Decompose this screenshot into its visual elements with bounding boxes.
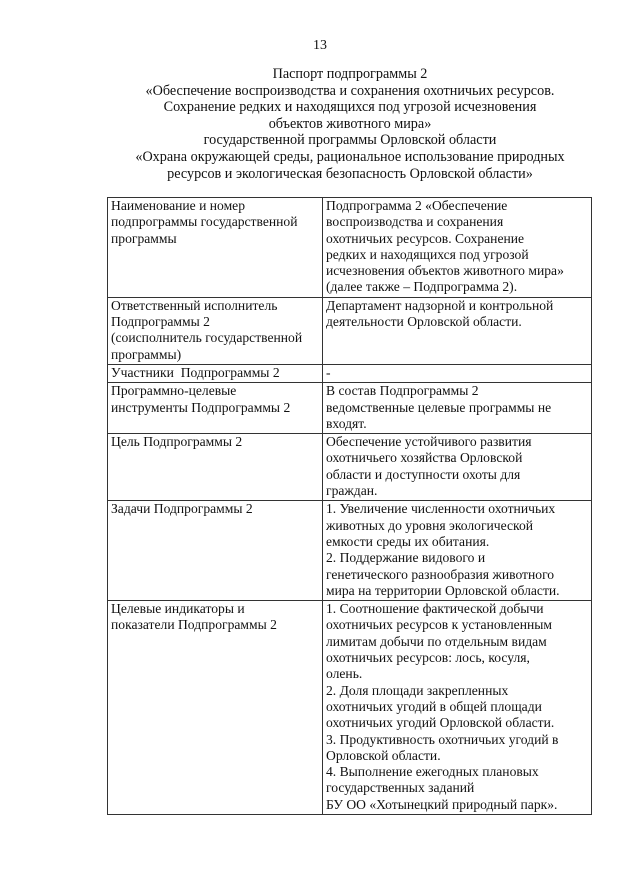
row-value-cell: [323, 501, 592, 601]
cell-text-line: Обеспечение устойчивого развития: [326, 434, 532, 450]
cell-text-line: охотничьих угодий в общей площади: [326, 698, 542, 714]
table-row: [108, 383, 592, 434]
row-label-cell: [108, 364, 323, 382]
cell-text-line: (далее также – Подпрограмма 2).: [326, 279, 518, 295]
row-value-cell: [323, 601, 592, 815]
cell-text-line: Цель Подпрограммы 2: [111, 434, 243, 450]
cell-text-line: Подпрограмма 2 «Обеспечение: [326, 198, 508, 213]
cell-text-line: Орловской области.: [326, 747, 441, 763]
cell-text-line: -: [326, 364, 331, 380]
cell-text-line: граждан.: [326, 483, 378, 499]
cell-text-line: Ответственный исполнитель: [111, 297, 278, 313]
cell-text-line: лимитам добычи по отдельным видам: [326, 633, 547, 649]
title-line: Сохранение редких и находящихся под угрозой исчезновения: [163, 99, 537, 116]
cell-text-line: ведомственные целевые программы не: [326, 399, 552, 415]
cell-text-line: БУ ОО «Хотынецкий природный парк».: [326, 796, 558, 812]
cell-text-line: программы: [111, 230, 177, 246]
passport-table: [107, 197, 592, 815]
cell-text-line: животных до уровня экологической: [326, 517, 534, 533]
table-row: [108, 434, 592, 501]
cell-text-line: Департамент надзорной и контрольной: [326, 297, 554, 313]
cell-text-line: 4. Выполнение ежегодных плановых: [326, 764, 539, 780]
table-row: [108, 501, 592, 601]
table-row: [108, 364, 592, 382]
cell-text-line: Участники Подпрограммы 2: [111, 364, 280, 380]
document-title: [60, 66, 640, 182]
cell-text-line: исчезновения объектов животного мира»: [326, 263, 564, 279]
cell-text-line: генетического разнообразия животного: [326, 566, 555, 582]
cell-text-line: государственных заданий: [326, 780, 475, 796]
cell-text-line: воспроизводства и сохранения: [326, 214, 504, 230]
row-label-cell: [108, 501, 323, 601]
cell-text-line: инструменты Подпрограммы 2: [111, 399, 291, 415]
title-line: государственной программы Орловской области: [203, 132, 497, 149]
cell-text-line: охотничьих угодий Орловской области.: [326, 715, 555, 731]
cell-text-line: 2. Доля площади закрепленных: [326, 682, 509, 698]
row-label-cell: [108, 601, 323, 815]
cell-text-line: охотничьего хозяйства Орловской: [326, 450, 523, 466]
page-number: 13: [313, 38, 327, 53]
row-value-cell: [323, 383, 592, 434]
row-value-cell: [323, 297, 592, 364]
cell-text-line: охотничьих ресурсов: лось, косуля,: [326, 650, 530, 666]
cell-text-line: подпрограммы государственной: [111, 214, 298, 230]
cell-text-line: емкости среды их обитания.: [326, 533, 490, 549]
row-value-cell: [323, 434, 592, 501]
row-label-cell: [108, 198, 323, 298]
table-row: [108, 601, 592, 815]
cell-text-line: области и доступности охоты для: [326, 466, 521, 482]
cell-text-line: программы): [111, 346, 182, 362]
cell-text-line: охотничьих ресурсов. Сохранение: [326, 230, 525, 246]
cell-text-line: Целевые индикаторы и: [111, 601, 245, 617]
row-label-cell: [108, 383, 323, 434]
table-row: [108, 198, 592, 298]
cell-text-line: 2. Поддержание видового и: [326, 550, 486, 566]
row-value-cell: [323, 198, 592, 298]
cell-text-line: показатели Подпрограммы 2: [111, 617, 277, 633]
table-row: [108, 297, 592, 364]
cell-text-line: 1. Соотношение фактической добычи: [326, 601, 544, 617]
cell-text-line: входят.: [326, 415, 367, 431]
cell-text-line: Программно-целевые: [111, 383, 237, 399]
row-value-cell: [323, 364, 592, 382]
cell-text-line: Наименование и номер: [111, 198, 246, 213]
row-label-cell: [108, 297, 323, 364]
cell-text-line: В состав Подпрограммы 2: [326, 383, 479, 399]
cell-text-line: редких и находящихся под угрозой: [326, 246, 529, 262]
title-line: ресурсов и экологическая безопасность Орловской области»: [167, 165, 533, 182]
title-line: «Охрана окружающей среды, рациональное использование природных: [135, 148, 565, 165]
row-label-cell: [108, 434, 323, 501]
cell-text-line: охотничьих ресурсов к установленным: [326, 617, 553, 633]
title-line: Паспорт подпрограммы 2: [272, 66, 428, 82]
cell-text-line: Подпрограммы 2: [111, 314, 210, 330]
cell-text-line: мира на территории Орловской области.: [326, 582, 560, 598]
cell-text-line: Задачи Подпрограммы 2: [111, 501, 253, 517]
cell-text-line: (соисполнитель государственной: [111, 330, 303, 346]
title-line: «Обеспечение воспроизводства и сохранения охотничьих ресурсов.: [145, 82, 555, 99]
cell-text-line: 3. Продуктивность охотничьих угодий в: [326, 731, 559, 747]
cell-text-line: олень.: [326, 666, 363, 682]
cell-text-line: 1. Увеличение численности охотничьих: [326, 501, 556, 517]
title-line: объектов животного мира»: [268, 115, 432, 132]
cell-text-line: деятельности Орловской области.: [326, 314, 522, 330]
